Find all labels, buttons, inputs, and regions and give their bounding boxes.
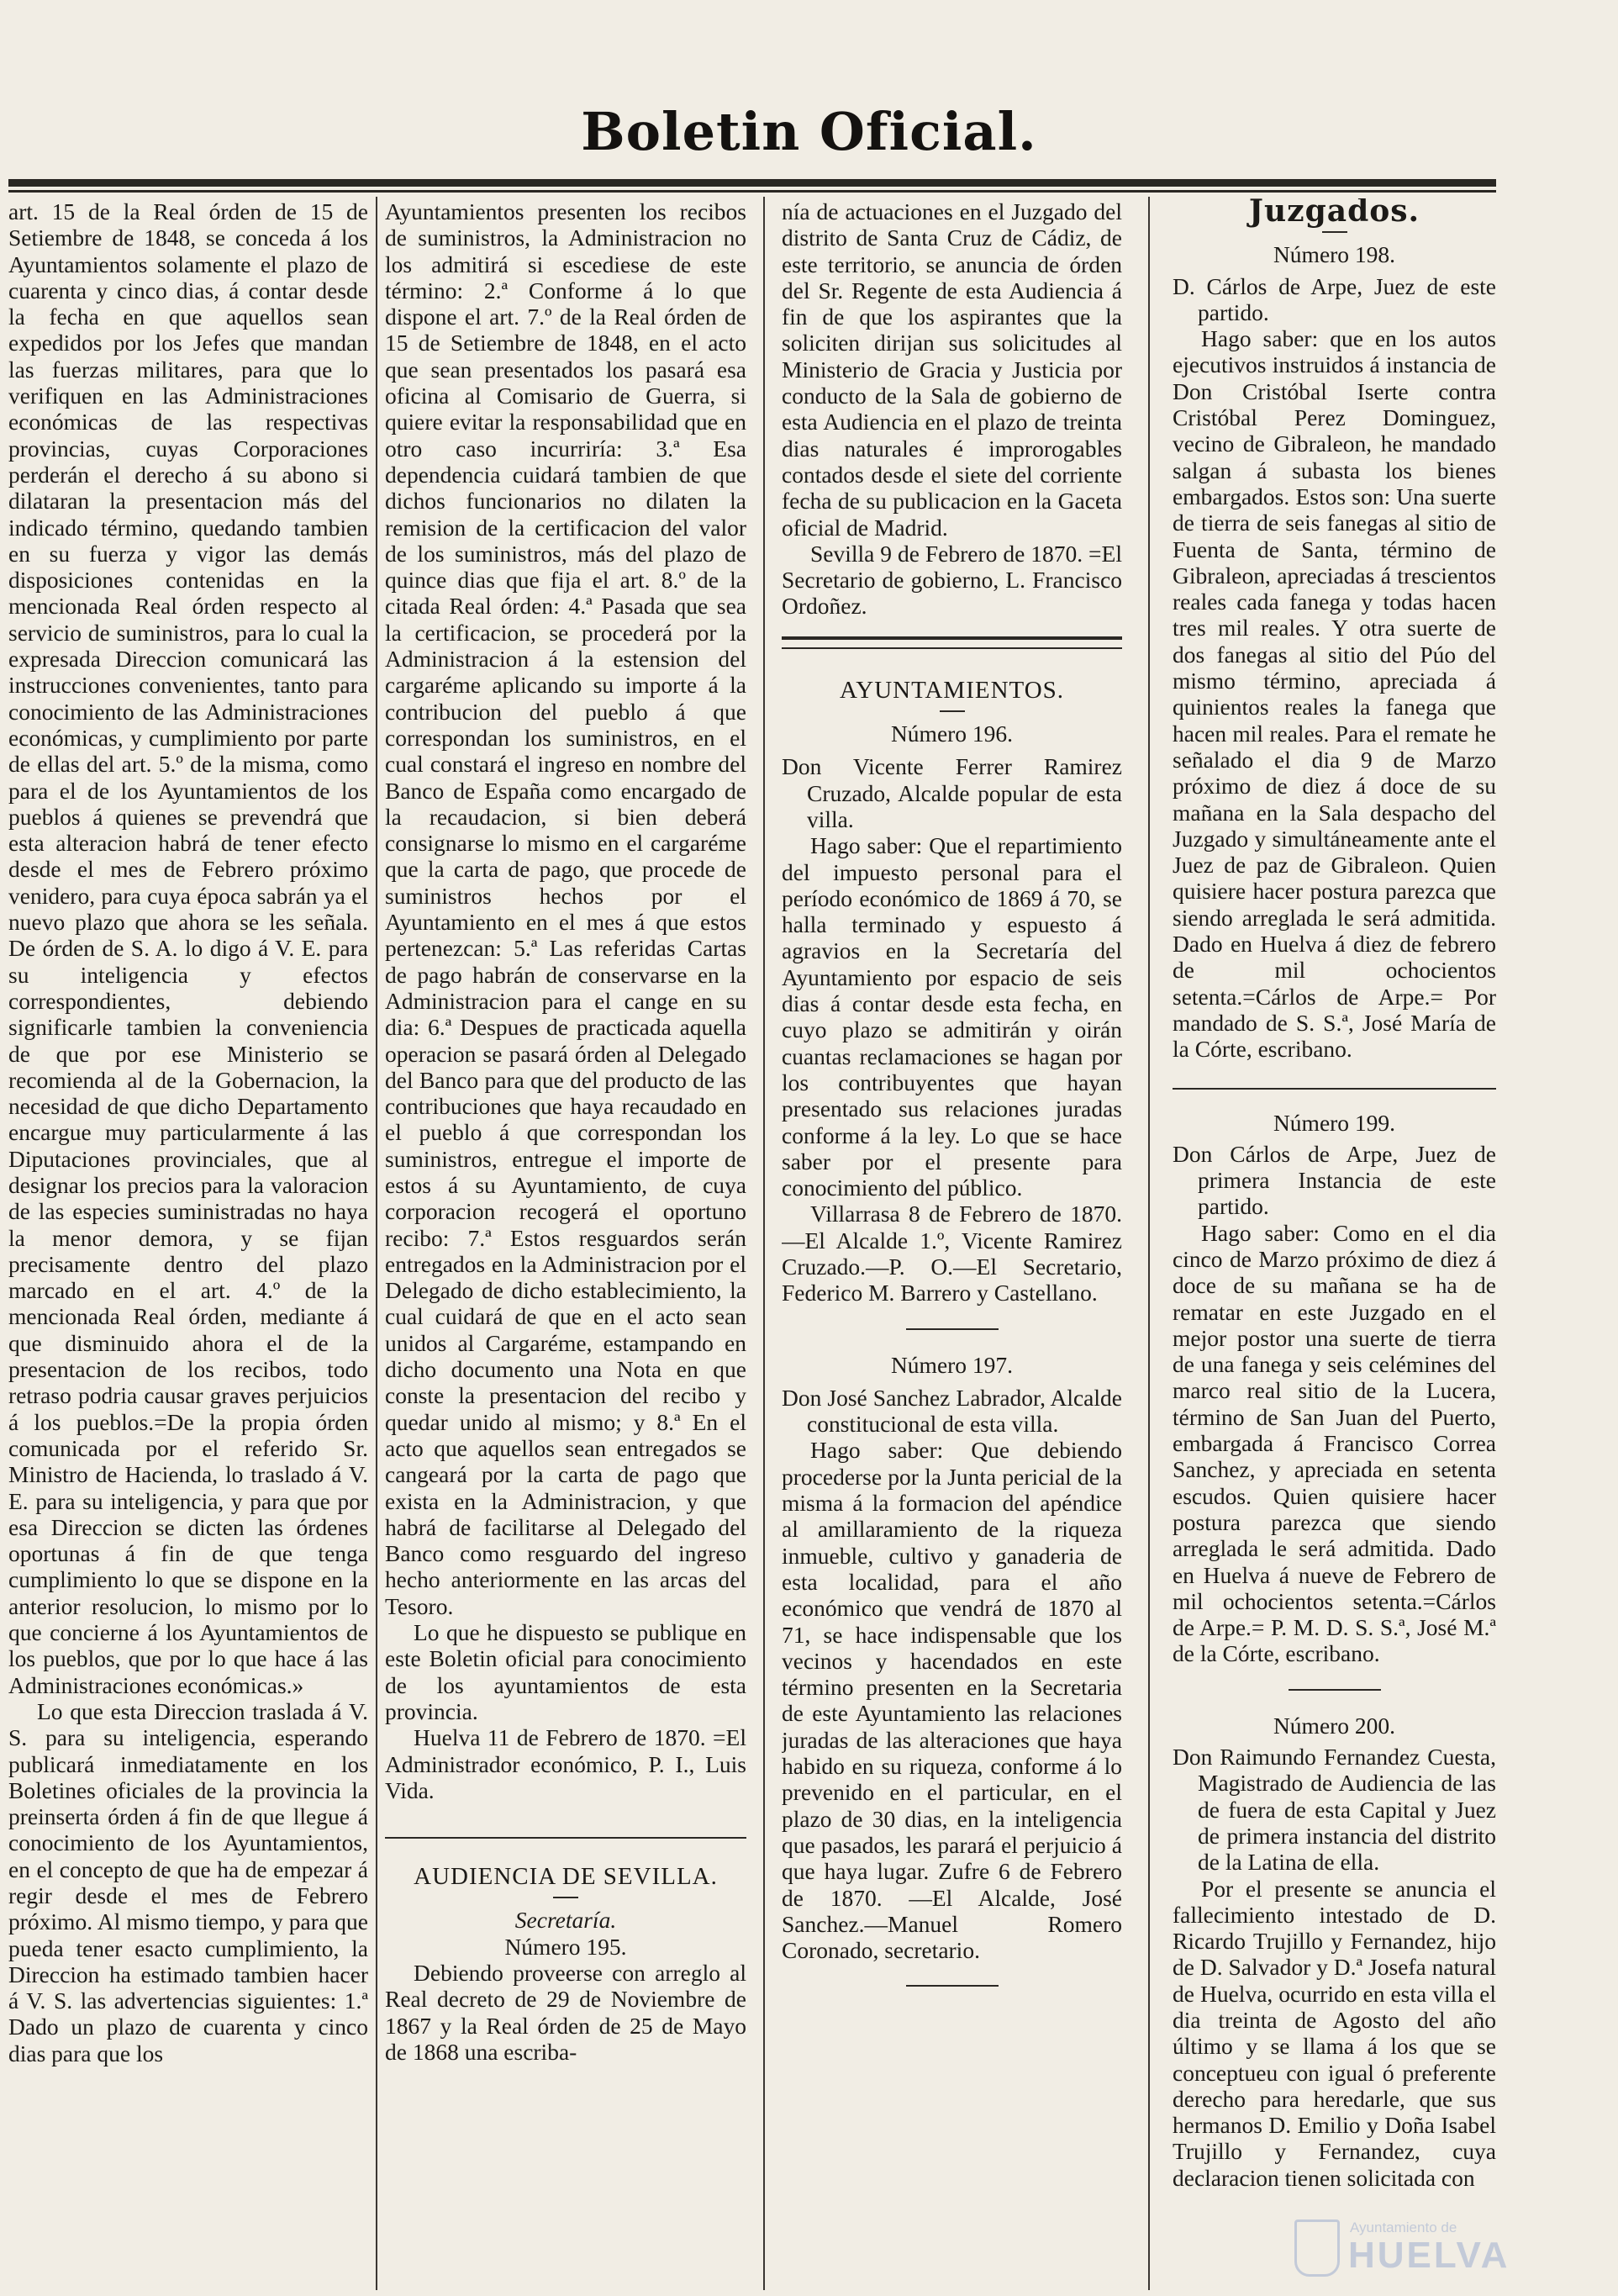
notice-heading: Don Raimundo Fernandez Cuesta, Magistrado de Audiencia de las de fuera de esta Capital y Juez de primera instancia del distrito de la Latina de ella. — [1173, 1744, 1496, 1876]
dash-divider — [940, 710, 965, 712]
separator — [906, 1328, 999, 1330]
watermark-small-text: Ayuntamiento de — [1350, 2219, 1457, 2235]
paragraph: nía de actuaciones en el Juzgado del distrito de Santa Cruz de Cádiz, de este territorio, se anuncia de órden del Sr. Regente de esta Audiencia á fin de que los aspirantes que la soliciten dirijan sus solicitudes al Ministerio de Gracia y Justicia por conducto de la Sala de gobierno de esta Audiencia en el plazo de treinta dias naturales é improrogables contados desde el siete del corriente fecha de su publicacion en la Gaceta oficial de Madrid. — [782, 198, 1122, 541]
notice-number: Número 198. — [1273, 241, 1396, 268]
notice-heading: Don Vicente Ferrer Ramirez Cruzado, Alcalde popular de esta villa. — [782, 753, 1122, 832]
notice-heading: Don Cárlos de Arpe, Juez de primera Instancia de este partido. — [1173, 1140, 1496, 1220]
notice-number: Número 195. — [504, 1933, 627, 1960]
dash-divider — [553, 1897, 578, 1898]
paragraph: Por el presente se anuncia el fallecimiento intestado de D. Ricardo Trujillo y Fernandez, hijo de D. Salvador y D.ª Josefa natural de Huelva, ocurrido en esta villa el dia treinta de Agosto del año último y se llama á los que se conceptueu con igual ó preferente derecho para heredarle, que sus hermanos D. Emilio y Doña Isabel Trujillo y Fernandez, cuya declaracion tienen solicitada con — [1173, 1875, 1496, 2191]
notice-number: Número 200. — [1273, 1712, 1396, 1739]
dash-divider — [1322, 231, 1347, 233]
paragraph: art. 15 de la Real órden de 15 de Setiembre de 1848, se conceda á los Ayuntamientos solamente el plazo de cuarenta y cinco dias, á contar desde la fecha en que aquellos sean expedidos por los Jefes que mandan las fuerzas militares, para que lo verifiquen en las Administraciones económicas de las respectivas provincias, cuyas Corporaciones perderán el derecho á su abono si dilataran la presentacion más del indicado término, quedando tambien en su fuerza y vigor las demás disposiciones contenidas en la mencionada Real órden respecto al servicio de suministros, para lo cual la expresada Direccion comunicará las instrucciones convenientes, tanto para conocimiento de las Administraciones económicas, y cumplimiento por parte de ellas del art. 5.º de la misma, como para el de los Ayuntamientos de los pueblos á quienes se prevendrá que esta alteracion habrá de tener efecto desde el mes de Febrero próximo venidero, para cuya época sabrán ya el nuevo plazo que ahora se les señala. De órden de S. A. lo digo á V. E. para su inteligencia y efectos correspondientes, debiendo significarle tambien la conveniencia de que por ese Ministerio se recomienda al de la Gobernacion, la necesidad de que dicho Departamento encargue muy particularmente á las Diputaciones provinciales, que al designar los precios para la valoracion de las especies suministradas no haya la menor demora, y se fijan precisamente dentro del plazo marcado en el art. 4.º de la mencionada Real órden, mediante á que disminuido ahora el de la presentacion de los recibos, todo retraso podria causar graves perjuicios á los pueblos.=De la propia órden comunicada por el referido Sr. Ministro de Hacienda, lo traslado á V. E. para su inteligencia, y para que por esa Direccion se dicten las órdenes oportunas á fin de que tenga cumplimiento lo que se dispone en la anterior resolucion, lo mismo por lo que concierne á los Ayuntamientos de los pueblos, que por lo que hace á las Administraciones económicas.» — [8, 198, 368, 1698]
notice-number: Número 199. — [1273, 1109, 1396, 1136]
notice-heading: Don José Sanchez Labrador, Alcalde constitucional de esta villa. — [782, 1384, 1122, 1438]
section-rule — [1173, 1088, 1496, 1090]
section-title-audiencia: AUDIENCIA DE SEVILLA. — [414, 1863, 718, 1891]
paragraph: Hago saber: que en los autos ejecutivos instruidos á instancia de Don Cristóbal Iserte contra Cristóbal Perez Dominguez, vecino de Gibraleon, he mandado salgan á subasta los bienes embargados. Estos son: Una suerte de tierra de seis fanegas al sitio de Fuenta de Santa, término de Gibraleon, apreciadas á trescientos reales cada fanega y todas hacen tres mil reales. Y otra suerte de dos fanegas al sitio del Púo del mismo término, apreciada á quinientos reales la fanega que hacen mil reales. Para el remate he señalado el dia 9 de Marzo próximo de diez á doce de su mañana en la Sala despacho del Juzgado y simultáneamente ante el Juez de paz de Gibraleon. Quien quisiere hacer postura parezca que siendo arreglada le será admitida. Dado en Huelva á diez de febrero de mil ochocientos setenta.=Cárlos de Arpe.= Por mandado de S. S.ª, José María de la Córte, escribano. — [1173, 325, 1496, 1063]
paragraph: Debiendo proveerse con arreglo al Real decreto de 29 de Noviembre de 1867 y la Real órden de 25 de Mayo de 1868 una escriba- — [385, 1960, 746, 2065]
signature-line: Huelva 11 de Febrero de 1870. =El Administrador económico, P. I., Luis Vida. — [385, 1724, 746, 1803]
notice-heading: D. Cárlos de Arpe, Juez de este partido. — [1173, 272, 1496, 325]
column-divider — [376, 197, 377, 2290]
signature-line: Villarrasa 8 de Febrero de 1870. —El Alcalde 1.º, Vicente Ramirez Cruzado.—P. O.—El Secretario, Federico M. Barrero y Castellano. — [782, 1201, 1122, 1306]
paragraph: Hago saber: Que debiendo procederse por la Junta pericial de la misma á la formacion del apéndice al amillaramiento de la riqueza inmueble, cultivo y ganaderia de esta localidad, para el año económico que vendrá de 1870 al 71, se hace indispensable que los vecinos y hacendados en este término presenten en la Secretaria de este Ayuntamiento las relaciones juradas de las alteraciones que haya habido en su riqueza, conforme á lo prevenido en el particular, en el plazo de 30 dias, en la inteligencia que pasados, les parará el perjuicio á que haya lugar. Zufre 6 de Febrero de 1870. —El Alcalde, José Sanchez.—Manuel Romero Coronado, secretario. — [782, 1437, 1122, 1964]
subsection-title: Secretaría. — [514, 1907, 617, 1934]
notice-number: Número 196. — [890, 720, 1014, 747]
column-3 — [782, 198, 1122, 2292]
column-divider — [1148, 197, 1150, 2290]
section-rule — [385, 1837, 746, 1839]
column-1 — [8, 198, 368, 2292]
signature-line: Sevilla 9 de Febrero de 1870. =El Secretario de gobierno, L. Francisco Ordoñez. — [782, 540, 1122, 620]
column-4 — [1173, 198, 1496, 2292]
header-rule-thick — [8, 179, 1496, 187]
section-double-rule — [782, 636, 1122, 649]
separator — [1289, 1689, 1381, 1691]
masthead-title: Boletin Oficial. — [581, 101, 1037, 162]
paragraph: Lo que esta Direccion traslada á V. S. para su inteligencia, esperando publicará inmediatamente en los Boletines oficiales de la provincia la preinserta órden á fin de que llegue á conocimiento de los Ayuntamientos, en el concepto de que ha de empezar á regir desde el mes de Febrero próximo. Al mismo tiempo, y para que pueda tener esacto cumplimiento, la Direccion ha estimado tambien hacer á V. S. las advertencias siguientes: 1.ª Dado un plazo de cuarenta y cinco dias para que los — [8, 1697, 368, 2066]
header-rule-thin — [8, 190, 1496, 193]
section-title-ayuntamientos: AYUNTAMIENTOS. — [839, 676, 1065, 704]
crest-icon — [1294, 2219, 1340, 2277]
paragraph: Hago saber: Como en el dia cinco de Marzo próximo de diez á doce de su mañana se ha de rematar en este Juzgado en el mejor postor una suerte de tierra de una fanega y seis celémines del marco real sitio de la Lucera, término de San Juan del Puerto, embargada á Francisco Correa Sanchez, y apreciada en setenta escudos. Quien quisiere hacer postura parezca que siendo arreglada le será admitida. Dado en Huelva á nueve de Febrero de mil ochocientos setenta.=Cárlos de Arpe.= P. M. D. S. S.ª, José M.ª de la Córte, escribano. — [1173, 1219, 1496, 1667]
archive-watermark — [1294, 2219, 1572, 2278]
section-title-juzgados: Juzgados. — [1248, 198, 1420, 229]
paragraph: Ayuntamientos presenten los recibos de suministros, la Administracion no los admitirá si escediese de este término: 2.ª Conforme á lo que dispone el art. 7.º de la Real órden de 15 de Setiembre de 1848, en el acto que sean presentados los pasará esa oficina al Comisario de Guerra, si quiere evitar la responsabilidad que en otro caso incurriría: 3.ª Esa dependencia cuidará tambien de que dichos funcionarios no dilaten la remision de la certificacion del valor de los suministros, más del plazo de quince dias que fija el art. 8.º de la citada Real órden: 4.ª Pasada que sea la certificacion, se procederá por la Administracion á la estension del cargaréme aplicando su importe á la contribucion del pueblo á que correspondan los suministros, en el cual constará el ingreso en nombre del Banco de España como encargado de la recaudacion, si bien deberá consignarse lo mismo en el cargaréme que la carta de pago, que procede de suministros hechos por el Ayuntamiento en el mes á que estos pertenezcan: 5.ª Las referidas Cartas de pago habrán de conservarse en la Administracion para el cange en su dia: 6.ª Despues de practicada aquella operacion se pasará órden al Delegado del Banco para que del producto de las contribuciones que haya recaudado en el pueblo á que correspondan los suministros, entregue el importe de estos á su Ayuntamiento, de cuya corporacion recogerá el oportuno recibo: 7.ª Estos resguardos serán entregados en la Administracion por el Delegado de dicho establecimiento, la cual cuidará de que en el acto sean unidos al Cargaréme, estampando en dicho documento una Nota en que conste la presentacion del recibo y quedar unido al mismo; y 8.ª En el acto que aquellos sean entregados se cangeará por la carta de pago que exista en la Administracion, y que habrá de facilitarse al Delegado del Banco como resguardo del ingreso hecho anteriormente en las arcas del Tesoro. — [385, 198, 746, 1619]
column-divider — [763, 197, 765, 2290]
watermark-big-text: HUELVA — [1348, 2235, 1510, 2276]
separator — [906, 1985, 999, 1987]
column-2 — [385, 198, 746, 2292]
paragraph: Lo que he dispuesto se publique en este Boletin oficial para conocimiento de los ayuntamientos de esta provincia. — [385, 1619, 746, 1724]
notice-number: Número 197. — [890, 1351, 1014, 1378]
paragraph: Hago saber: Que el repartimiento del impuesto personal para el período económico de 1869 á 70, se halla terminado y espuesto á agravios en la Secretaría del Ayuntamiento por espacio de seis dias á contar desde esta fecha, en cuyo plazo se admitirán y oirán cuantas reclamaciones se hagan por los contribuyentes que hayan presentado sus relaciones juradas conforme á la ley. Lo que se hace saber por el presente para conocimiento del público. — [782, 832, 1122, 1201]
